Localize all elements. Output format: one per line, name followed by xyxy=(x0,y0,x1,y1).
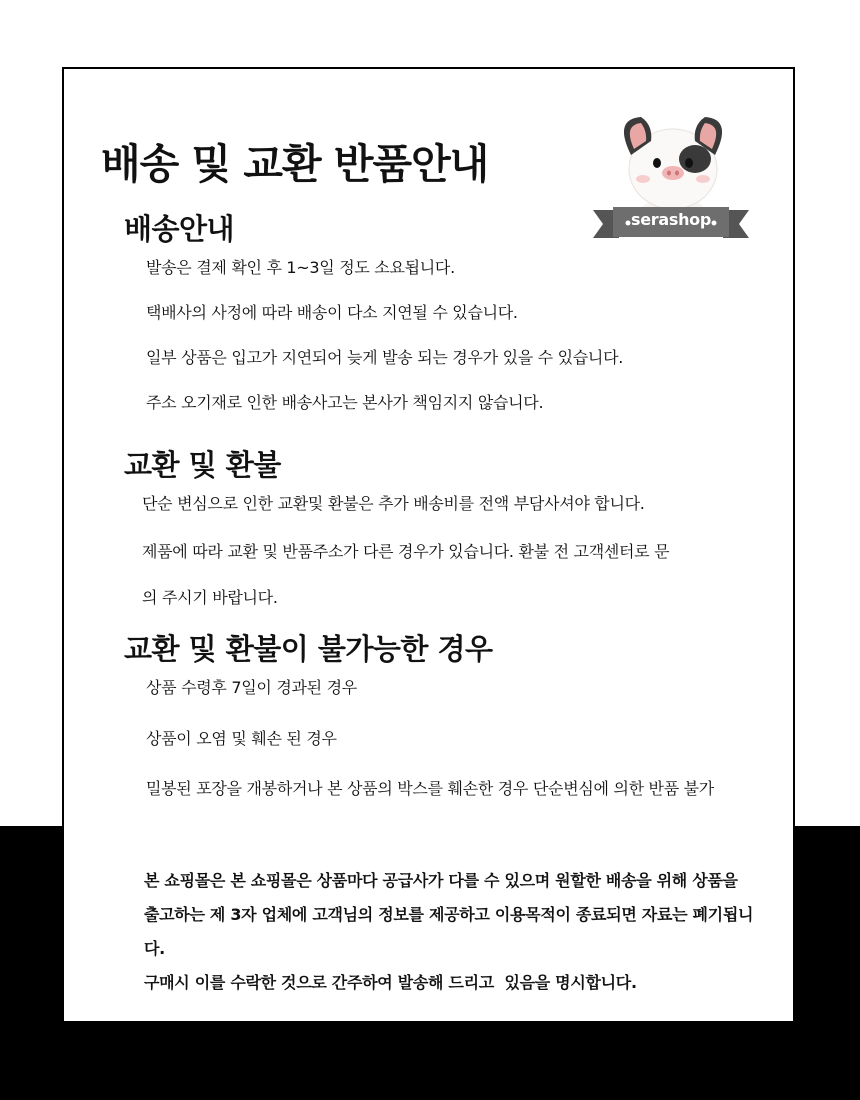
exchange-line-2: 제품에 따라 교환 및 반품주소가 다른 경우가 있습니다. 환불 전 고객센터로 문 xyxy=(142,542,670,561)
section-heading-exchange-refund: 교환 및 환불 xyxy=(124,448,281,482)
delivery-line-2: 택배사의 사정에 따라 배송이 다소 지연될 수 있습니다. xyxy=(146,303,518,322)
page-title: 배송 및 교환 반품안내 xyxy=(101,140,489,188)
not-allowed-line-2: 상품이 오염 및 훼손 된 경우 xyxy=(146,729,337,748)
serashop-logo xyxy=(591,107,751,242)
exchange-line-3: 의 주시기 바랍니다. xyxy=(142,588,278,607)
section-heading-delivery: 배송안내 xyxy=(124,212,235,246)
delivery-line-1: 발송은 결제 확인 후 1~3일 정도 소요됩니다. xyxy=(146,258,455,277)
not-allowed-line-3: 밀봉된 포장을 개봉하거나 본 상품의 박스를 훼손한 경우 단순변심에 의한 반품 불가 xyxy=(146,779,714,798)
delivery-line-4: 주소 오기재로 인한 배송사고는 본사가 책임지지 않습니다. xyxy=(146,393,544,412)
section-heading-not-allowed: 교환 및 환불이 불가능한 경우 xyxy=(124,632,493,666)
exchange-line-1: 단순 변심으로 인한 교환및 환불은 추가 배송비를 전액 부담사셔야 합니다. xyxy=(142,494,645,513)
notice-card xyxy=(62,67,795,1021)
delivery-line-3: 일부 상품은 입고가 지연되어 늦게 발송 되는 경우가 있을 수 있습니다. xyxy=(146,348,624,367)
not-allowed-line-1: 상품 수령후 7일이 경과된 경우 xyxy=(146,678,357,697)
privacy-notice xyxy=(144,864,756,1000)
notice-paragraph-1: 본 쇼핑몰은 본 쇼핑몰은 상품마다 공급사가 다를 수 있으며 원할한 배송을 위해 상품을 출고하는 제 3자 업체에 고객님의 정보를 제공하고 이용목적이 종료되면 자료는 폐기됩니다. xyxy=(144,871,754,958)
logo-text: serashop xyxy=(631,210,712,229)
notice-paragraph-2: 구매시 이를 수락한 것으로 간주하여 발송해 드리고 있음을 명시합니다. xyxy=(144,973,637,992)
